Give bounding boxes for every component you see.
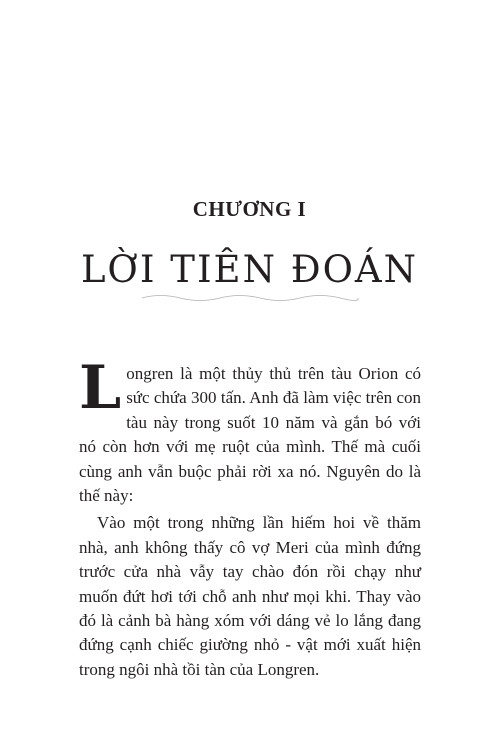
chapter-body xyxy=(79,353,421,682)
paragraph-1 xyxy=(79,353,421,508)
chapter-number: CHƯƠNG I xyxy=(192,197,307,221)
title-ornament xyxy=(140,292,360,304)
drop-cap: L xyxy=(79,353,122,423)
paragraph-2: Vào một trong những lần hiếm hoi về thăm nhà, anh không thấy cô vợ Meri của mình đứng trước cửa nhà vẫy tay chào đón rồi chạy như muốn đứt hơi tới chỗ anh như mọi khi. Thay vào đó là cảnh bà hàng xóm với dáng vẻ lo lắng đang đứng cạnh chiếc giường nhỏ - vật mới xuất hiện trong ngôi nhà tồi tàn của Longren. xyxy=(79,513,421,679)
chapter-title: LỜI TIÊN ĐOÁN xyxy=(80,248,418,291)
paragraph-1-text: ongren là một thủy thủ trên tàu Orion có sức chứa 300 tấn. Anh đã làm việc trên con tàu này trong suốt 10 năm và gắn bó với nó còn hơn với mẹ ruột của mình. Thế mà cuối cùng anh vẫn buộc phải rời xa nó. Nguyên do là thế này: xyxy=(79,364,421,506)
